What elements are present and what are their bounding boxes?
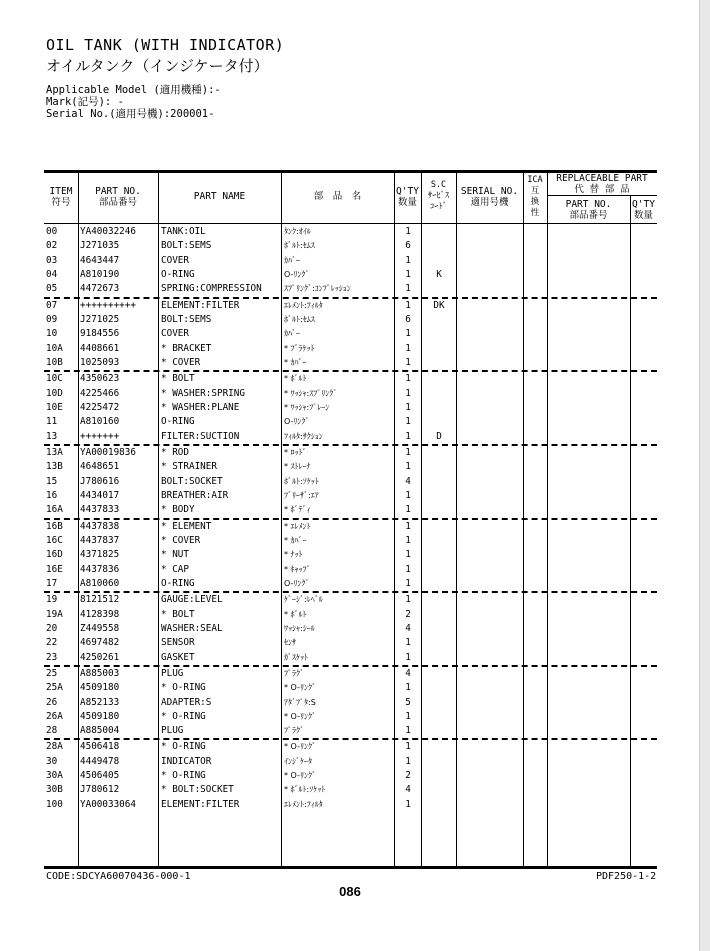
- header-item: ITEM 符号: [49, 186, 73, 208]
- serial-range: Serial No.(適用号機):200001-: [46, 108, 215, 120]
- part-no-cell: A810160: [80, 416, 120, 428]
- jp-name-cell: * ﾎﾞﾙﾄ: [284, 374, 307, 384]
- table-row: [44, 548, 657, 562]
- qty-cell: 1: [405, 637, 411, 649]
- header-rp-part: PART NO. 部品番号: [565, 199, 612, 221]
- qty-cell: 1: [405, 373, 411, 385]
- item-cell: 13: [46, 430, 58, 442]
- item-cell: 11: [46, 416, 58, 428]
- part-no-cell: 4350623: [80, 373, 120, 385]
- jp-name-cell: ｾﾝｻ: [284, 638, 296, 648]
- jp-name-cell: ｴﾚﾒﾝﾄ:ﾌｨﾙﾀ: [284, 799, 323, 809]
- replaceable-subheader-rule: [547, 195, 657, 196]
- jp-name-cell: * O-ﾘﾝｸﾞ: [284, 683, 316, 693]
- item-cell: 16D: [46, 549, 63, 561]
- part-name-cell: SENSOR: [161, 637, 195, 649]
- item-cell: 03: [46, 254, 58, 266]
- part-name-cell: GASKET: [161, 651, 195, 663]
- service-code-cell: D: [436, 430, 442, 442]
- part-no-cell: 4437837: [80, 534, 120, 546]
- item-cell: 16: [46, 489, 58, 501]
- qty-cell: 1: [405, 283, 411, 295]
- jp-name-cell: * ﾛｯﾄﾞ: [284, 447, 307, 457]
- table-row: [44, 254, 657, 268]
- qty-cell: 1: [405, 299, 411, 311]
- part-name-cell: FILTER:SUCTION: [161, 430, 240, 442]
- qty-cell: 1: [405, 710, 411, 722]
- qty-cell: 1: [405, 416, 411, 428]
- part-name-cell: * BOLT:SOCKET: [161, 784, 234, 796]
- table-row: [44, 696, 657, 710]
- part-no-cell: A810190: [80, 268, 120, 280]
- part-name-cell: * WASHER:SPRING: [161, 387, 245, 399]
- item-cell: 19A: [46, 608, 63, 620]
- table-row: [44, 401, 657, 415]
- table-row: [44, 665, 657, 681]
- header-service-code: S.C ｻｰﾋﾞｽ ｺｰﾄﾞ: [427, 180, 450, 212]
- part-name-cell: * O-RING: [161, 741, 206, 753]
- item-cell: 23: [46, 651, 58, 663]
- header-serial: SERIAL NO. 適用号機: [460, 186, 519, 208]
- item-cell: 10A: [46, 342, 63, 354]
- item-cell: 05: [46, 283, 58, 295]
- jp-name-cell: O-ﾘﾝｸﾞ: [284, 269, 310, 279]
- table-row: [44, 798, 657, 812]
- qty-cell: 6: [405, 240, 411, 252]
- part-name-cell: O-RING: [161, 268, 195, 280]
- qty-cell: 1: [405, 446, 411, 458]
- table-row: [44, 225, 657, 239]
- part-name-cell: TANK:OIL: [161, 226, 206, 237]
- table-row: [44, 415, 657, 429]
- item-cell: 25: [46, 667, 58, 679]
- jp-name-cell: ﾌﾟﾗｸﾞ: [284, 668, 304, 678]
- item-cell: 16A: [46, 504, 63, 516]
- part-name-cell: ELEMENT:FILTER: [161, 798, 240, 810]
- jp-name-cell: * ﾎﾞﾙﾄ:ｿｹｯﾄ: [284, 785, 326, 795]
- header-part-no: PART NO. 部品番号: [95, 186, 141, 208]
- qty-cell: 1: [405, 461, 411, 473]
- page-number: 086: [339, 884, 361, 899]
- item-cell: 20: [46, 622, 58, 634]
- part-name-cell: ADAPTER:S: [161, 696, 212, 708]
- qty-cell: 1: [405, 651, 411, 663]
- part-no-cell: 9184556: [80, 328, 120, 340]
- qty-cell: 2: [405, 770, 411, 782]
- part-name-cell: BOLT:SEMS: [161, 313, 212, 325]
- part-no-cell: 4643447: [80, 254, 120, 266]
- qty-cell: 1: [405, 356, 411, 368]
- table-row: [44, 503, 657, 517]
- qty-cell: 4: [405, 475, 411, 487]
- table-row: [44, 577, 657, 591]
- item-cell: 30A: [46, 770, 63, 782]
- item-cell: 16E: [46, 563, 63, 575]
- table-row: [44, 460, 657, 474]
- qty-cell: 1: [405, 682, 411, 694]
- part-no-cell: 4225466: [80, 387, 120, 399]
- qty-cell: 1: [405, 741, 411, 753]
- table-row: [44, 518, 657, 534]
- table-row: [44, 724, 657, 738]
- jp-name-cell: * ﾌﾞﾗｹｯﾄ: [284, 343, 315, 353]
- part-no-cell: +++++++: [80, 430, 120, 442]
- item-cell: 30B: [46, 784, 63, 796]
- qty-cell: 1: [405, 798, 411, 810]
- jp-name-cell: ｶﾞｽｹｯﾄ: [284, 652, 308, 662]
- pdf-reference: PDF250-1-2: [596, 871, 657, 882]
- table-row: [44, 755, 657, 769]
- header-part-name: PART NAME: [193, 191, 246, 202]
- item-cell: 17: [46, 577, 58, 589]
- qty-cell: 2: [405, 608, 411, 620]
- service-code-cell: DK: [433, 299, 445, 311]
- part-name-cell: WASHER:SEAL: [161, 622, 223, 634]
- part-name-cell: ELEMENT:FILTER: [161, 299, 240, 311]
- table-row: [44, 342, 657, 356]
- jp-name-cell: * ﾜｯｼｬ:ｽﾌﾟﾘﾝｸﾞ: [284, 388, 338, 398]
- table-row: [44, 268, 657, 282]
- jp-name-cell: O-ﾘﾝｸﾞ: [284, 578, 310, 588]
- part-name-cell: GAUGE:LEVEL: [161, 594, 223, 606]
- jp-name-cell: O-ﾘﾝｸﾞ: [284, 417, 310, 427]
- jp-name-cell: ｶﾊﾞｰ: [284, 255, 300, 265]
- part-name-cell: COVER: [161, 254, 189, 266]
- document-code: CODE:SDCYA60070436-000-1: [46, 871, 191, 882]
- part-no-cell: J271035: [80, 240, 120, 252]
- qty-cell: 1: [405, 549, 411, 561]
- part-no-cell: 4434017: [80, 489, 120, 501]
- jp-name-cell: * O-ﾘﾝｸﾞ: [284, 742, 316, 752]
- part-no-cell: Z449558: [80, 622, 120, 634]
- mark: Mark(記号): -: [46, 96, 124, 108]
- table-row: [44, 313, 657, 327]
- table-row: [44, 370, 657, 386]
- part-name-cell: PLUG: [161, 667, 184, 679]
- applicable-model: Applicable Model (適用機種):-: [46, 84, 221, 96]
- title-japanese: オイルタンク（インジケータ付）: [46, 57, 269, 75]
- jp-name-cell: ﾀﾝｸ:ｵｲﾙ: [284, 227, 311, 236]
- part-no-cell: 4437836: [80, 563, 120, 575]
- part-no-cell: 4506405: [80, 770, 120, 782]
- part-no-cell: 4408661: [80, 342, 120, 354]
- qty-cell: 1: [405, 342, 411, 354]
- qty-cell: 1: [405, 268, 411, 280]
- part-no-cell: 4225472: [80, 401, 120, 413]
- jp-name-cell: ｴﾚﾒﾝﾄ:ﾌｨﾙﾀ: [284, 300, 323, 310]
- table-row: [44, 489, 657, 503]
- part-name-cell: INDICATOR: [161, 755, 212, 767]
- item-cell: 30: [46, 755, 58, 767]
- table-row: [44, 591, 657, 607]
- jp-name-cell: ｽﾌﾟﾘﾝｸﾞ:ｺﾝﾌﾟﾚｯｼｮﾝ: [284, 284, 351, 294]
- table-row: [44, 282, 657, 296]
- part-name-cell: BOLT:SOCKET: [161, 475, 223, 487]
- jp-name-cell: * ﾜｯｼｬ:ﾌﾟﾚｰﾝ: [284, 402, 330, 412]
- item-cell: 15: [46, 475, 58, 487]
- qty-cell: 1: [405, 594, 411, 606]
- jp-name-cell: ﾌｨﾙﾀ:ｻｸｼｮﾝ: [284, 431, 323, 441]
- item-cell: 02: [46, 240, 58, 252]
- header-replaceable: REPLACEABLE PART 代 替 部 品: [556, 173, 648, 195]
- qty-cell: 1: [405, 504, 411, 516]
- item-cell: 04: [46, 268, 58, 280]
- part-no-cell: 4437838: [80, 520, 120, 532]
- part-name-cell: * NUT: [161, 549, 189, 561]
- table-row: [44, 327, 657, 341]
- item-cell: 100: [46, 798, 63, 810]
- part-name-cell: * BRACKET: [161, 342, 212, 354]
- item-cell: 28A: [46, 741, 63, 753]
- service-code-cell: K: [436, 268, 442, 280]
- viewer-scrollbar[interactable]: [699, 0, 710, 951]
- table-row: [44, 387, 657, 401]
- qty-cell: 1: [405, 387, 411, 399]
- table-row: [44, 239, 657, 253]
- parts-table: [44, 170, 657, 865]
- part-no-cell: YA00019836: [80, 446, 136, 458]
- qty-cell: 1: [405, 430, 411, 442]
- qty-cell: 1: [405, 401, 411, 413]
- table-row: [44, 297, 657, 313]
- qty-cell: 5: [405, 696, 411, 708]
- jp-name-cell: * ｽﾄﾚｰﾅ: [284, 462, 311, 472]
- part-no-cell: 4250261: [80, 651, 120, 663]
- item-cell: 07: [46, 299, 58, 311]
- table-row: [44, 738, 657, 754]
- part-no-cell: 8121512: [80, 594, 120, 606]
- qty-cell: 1: [405, 577, 411, 589]
- qty-cell: 1: [405, 563, 411, 575]
- table-row: [44, 608, 657, 622]
- jp-name-cell: ｱﾀﾞﾌﾟﾀ:S: [284, 697, 316, 707]
- item-cell: 13A: [46, 446, 63, 458]
- qty-cell: 4: [405, 622, 411, 634]
- part-no-cell: YA00033064: [80, 798, 136, 810]
- jp-name-cell: ｶﾊﾞｰ: [284, 329, 300, 339]
- part-name-cell: O-RING: [161, 577, 195, 589]
- qty-cell: 4: [405, 667, 411, 679]
- qty-cell: 1: [405, 254, 411, 266]
- qty-cell: 6: [405, 313, 411, 325]
- part-name-cell: * O-RING: [161, 770, 206, 782]
- part-no-cell: A885004: [80, 725, 120, 737]
- qty-cell: 1: [405, 226, 411, 237]
- table-row: [44, 710, 657, 724]
- table-row: [44, 563, 657, 577]
- jp-name-cell: * ﾎﾞﾃﾞｨ: [284, 505, 311, 515]
- part-no-cell: A852133: [80, 696, 120, 708]
- item-cell: 10C: [46, 373, 63, 385]
- part-no-cell: A885003: [80, 667, 120, 679]
- header-rp-qty: Q'TY 数量: [632, 199, 655, 221]
- part-no-cell: 1025093: [80, 356, 120, 368]
- table-row: [44, 681, 657, 695]
- qty-cell: 1: [405, 520, 411, 532]
- part-no-cell: A810060: [80, 577, 120, 589]
- part-name-cell: * ELEMENT: [161, 520, 212, 532]
- table-row: [44, 769, 657, 783]
- item-cell: 10D: [46, 387, 63, 399]
- table-row: [44, 444, 657, 460]
- part-name-cell: * COVER: [161, 356, 201, 368]
- table-row: [44, 475, 657, 489]
- part-no-cell: 4648651: [80, 461, 120, 473]
- part-no-cell: 4509180: [80, 710, 120, 722]
- item-cell: 22: [46, 637, 58, 649]
- qty-cell: 4: [405, 784, 411, 796]
- jp-name-cell: ｹﾞｰｼﾞ:ﾚﾍﾞﾙ: [284, 595, 323, 605]
- title-english: OIL TANK (WITH INDICATOR): [46, 36, 285, 54]
- jp-name-cell: ﾎﾞﾙﾄ:ｾﾑｽ: [284, 314, 315, 324]
- part-no-cell: 4506418: [80, 741, 120, 753]
- item-cell: 26: [46, 696, 58, 708]
- part-name-cell: COVER: [161, 328, 189, 340]
- item-cell: 10B: [46, 356, 63, 368]
- qty-cell: 1: [405, 489, 411, 501]
- jp-name-cell: * ﾎﾞﾙﾄ: [284, 609, 307, 619]
- table-row: [44, 356, 657, 370]
- jp-name-cell: * O-ﾘﾝｸﾞ: [284, 771, 316, 781]
- qty-cell: 1: [405, 328, 411, 340]
- part-name-cell: * COVER: [161, 534, 201, 546]
- item-cell: 00: [46, 226, 58, 237]
- part-no-cell: J780616: [80, 475, 120, 487]
- part-no-cell: 4437833: [80, 504, 120, 516]
- table-row: [44, 783, 657, 797]
- table-row: [44, 534, 657, 548]
- table-row: [44, 622, 657, 636]
- part-name-cell: * BOLT: [161, 608, 195, 620]
- item-cell: 10: [46, 328, 58, 340]
- item-cell: 19: [46, 594, 58, 606]
- part-name-cell: BOLT:SEMS: [161, 240, 212, 252]
- qty-cell: 1: [405, 755, 411, 767]
- item-cell: 16C: [46, 534, 63, 546]
- qty-cell: 1: [405, 534, 411, 546]
- part-no-cell: 4472673: [80, 283, 120, 295]
- table-header-rule: [44, 223, 657, 224]
- part-no-cell: 4371825: [80, 549, 120, 561]
- part-name-cell: * STRAINER: [161, 461, 217, 473]
- header-jp-name: 部 品 名: [313, 191, 362, 202]
- item-cell: 16B: [46, 520, 63, 532]
- jp-name-cell: ﾜｯｼｬ:ｼｰﾙ: [284, 623, 315, 633]
- part-no-cell: J271025: [80, 313, 120, 325]
- part-name-cell: O-RING: [161, 416, 195, 428]
- part-name-cell: * BOLT: [161, 373, 195, 385]
- jp-name-cell: ﾌﾟﾗｸﾞ: [284, 726, 304, 736]
- jp-name-cell: * ｶﾊﾞｰ: [284, 535, 307, 545]
- part-no-cell: J780612: [80, 784, 120, 796]
- table-bottom-rule: [44, 866, 657, 869]
- qty-cell: 1: [405, 725, 411, 737]
- jp-name-cell: ﾌﾞﾘｰｻﾞ:ｴｱ: [284, 490, 319, 500]
- part-name-cell: * CAP: [161, 563, 189, 575]
- jp-name-cell: * ｴﾚﾒﾝﾄ: [284, 521, 311, 531]
- jp-name-cell: * ﾅｯﾄ: [284, 550, 303, 560]
- part-name-cell: SPRING:COMPRESSION: [161, 283, 262, 295]
- header-ica: ICA 互 換 性: [527, 175, 543, 218]
- part-no-cell: YA40032246: [80, 226, 136, 237]
- part-no-cell: 4128398: [80, 608, 120, 620]
- table-row: [44, 651, 657, 665]
- jp-name-cell: * ｶﾊﾞｰ: [284, 357, 307, 367]
- part-no-cell: 4697482: [80, 637, 120, 649]
- part-name-cell: * ROD: [161, 446, 189, 458]
- part-name-cell: BREATHER:AIR: [161, 489, 229, 501]
- jp-name-cell: ﾎﾞﾙﾄ:ｿｹｯﾄ: [284, 476, 319, 486]
- part-name-cell: * WASHER:PLANE: [161, 401, 240, 413]
- item-cell: 09: [46, 313, 58, 325]
- part-name-cell: * O-RING: [161, 710, 206, 722]
- part-no-cell: 4449478: [80, 755, 120, 767]
- item-cell: 10E: [46, 401, 63, 413]
- item-cell: 28: [46, 725, 58, 737]
- table-row: [44, 636, 657, 650]
- table-row: [44, 430, 657, 444]
- jp-name-cell: ﾎﾞﾙﾄ:ｾﾑｽ: [284, 241, 315, 251]
- jp-name-cell: * ｷｬｯﾌﾟ: [284, 564, 311, 574]
- part-no-cell: ++++++++++: [80, 299, 136, 311]
- header-qty: Q'TY 数量: [396, 186, 419, 208]
- part-name-cell: * O-RING: [161, 682, 206, 694]
- part-name-cell: * BODY: [161, 504, 195, 516]
- jp-name-cell: ｲﾝｼﾞｹｰﾀ: [284, 756, 312, 766]
- part-no-cell: 4509180: [80, 682, 120, 694]
- table-body: [44, 225, 657, 812]
- jp-name-cell: * O-ﾘﾝｸﾞ: [284, 711, 316, 721]
- item-cell: 26A: [46, 710, 63, 722]
- item-cell: 13B: [46, 461, 63, 473]
- part-name-cell: PLUG: [161, 725, 184, 737]
- item-cell: 25A: [46, 682, 63, 694]
